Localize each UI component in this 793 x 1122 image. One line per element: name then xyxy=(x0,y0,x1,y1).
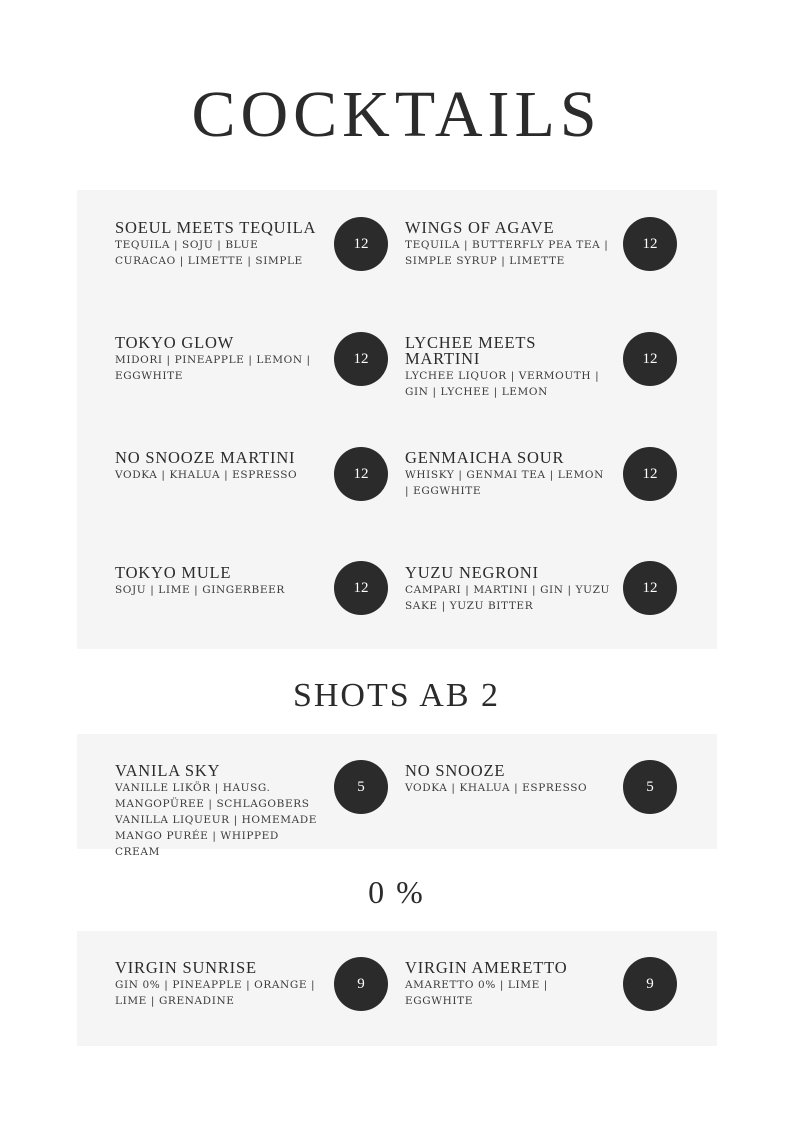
item-name: NO SNOOZE xyxy=(405,761,506,780)
price-badge: 12 xyxy=(334,447,388,501)
price-badge: 12 xyxy=(334,217,388,271)
item-description: CAMPARI | MARTINI | GIN | YUZU SAKE | YUZU BITTER xyxy=(405,584,610,612)
cocktails-panel xyxy=(77,190,717,649)
menu-item xyxy=(405,960,610,1009)
menu-item xyxy=(115,220,320,269)
price-badge: 12 xyxy=(334,332,388,386)
item-description: LYCHEE LIQUOR | VERMOUTH | GIN | LYCHEE | LEMON xyxy=(405,370,600,398)
section-title-shots: SHOTS AB 2 xyxy=(292,677,501,714)
item-name: GENMAICHA SOUR xyxy=(405,448,565,467)
menu-item xyxy=(115,335,320,384)
price-badge: 12 xyxy=(334,561,388,615)
item-description: GIN 0% | PINEAPPLE | ORANGE | LIME | GRENADINE xyxy=(115,979,316,1007)
item-name: NO SNOOZE MARTINI xyxy=(115,448,296,467)
menu-item xyxy=(405,565,610,614)
item-description: SOJU | LIME | GINGERBEER xyxy=(115,584,285,596)
price-badge: 5 xyxy=(623,760,677,814)
item-name: YUZU NEGRONI xyxy=(405,563,539,582)
item-description: TEQUILA | SOJU | BLUE CURACAO | LIMETTE | SIMPLE xyxy=(115,239,303,267)
item-name: VIRGIN SUNRISE xyxy=(115,958,257,977)
shots-panel xyxy=(77,734,717,858)
menu-item xyxy=(115,565,320,598)
price-badge: 9 xyxy=(623,957,677,1011)
zero-percent-panel xyxy=(77,931,717,1046)
item-description: VODKA | KHALUA | ESPRESSO xyxy=(405,782,588,794)
item-description: VANILLE LIKÖR | HAUSG. MANGOPÜREE | SCHLAGOBERS VANILLA LIQUEUR | HOMEMADE MANGO PURÉE | WHIPPED CREAM xyxy=(115,782,318,858)
item-name: VIRGIN AMERETTO xyxy=(405,958,568,977)
menu-item xyxy=(405,763,610,796)
price-badge: 12 xyxy=(623,332,677,386)
page-title: COCKTAILS xyxy=(191,78,602,151)
price-badge: 12 xyxy=(623,217,677,271)
section-title-zero-percent: 0 % xyxy=(368,874,425,910)
item-name: LYCHEE MEETS MARTINI xyxy=(405,333,537,368)
price-badge: 5 xyxy=(334,760,388,814)
menu-item xyxy=(115,763,320,860)
item-name: TOKYO MULE xyxy=(115,563,232,582)
menu-item xyxy=(115,450,320,483)
menu-item xyxy=(405,220,610,269)
item-description: MIDORI | PINEAPPLE | LEMON | EGGWHITE xyxy=(115,354,311,382)
menu-item xyxy=(405,335,610,400)
item-name: VANILA SKY xyxy=(115,761,221,780)
item-description: VODKA | KHALUA | ESPRESSO xyxy=(115,469,298,481)
item-name: WINGS OF AGAVE xyxy=(405,218,555,237)
item-description: WHISKY | GENMAI TEA | LEMON | EGGWHITE xyxy=(405,469,604,497)
price-badge: 12 xyxy=(623,447,677,501)
price-badge: 12 xyxy=(623,561,677,615)
item-name: SOEUL MEETS TEQUILA xyxy=(115,218,317,237)
item-description: TEQUILA | BUTTERFLY PEA TEA | SIMPLE SYRUP | LIMETTE xyxy=(405,239,609,267)
price-badge: 9 xyxy=(334,957,388,1011)
menu-item xyxy=(115,960,320,1009)
item-description: AMARETTO 0% | LIME | EGGWHITE xyxy=(405,979,548,1007)
menu-item xyxy=(405,450,610,499)
item-name: TOKYO GLOW xyxy=(115,333,235,352)
